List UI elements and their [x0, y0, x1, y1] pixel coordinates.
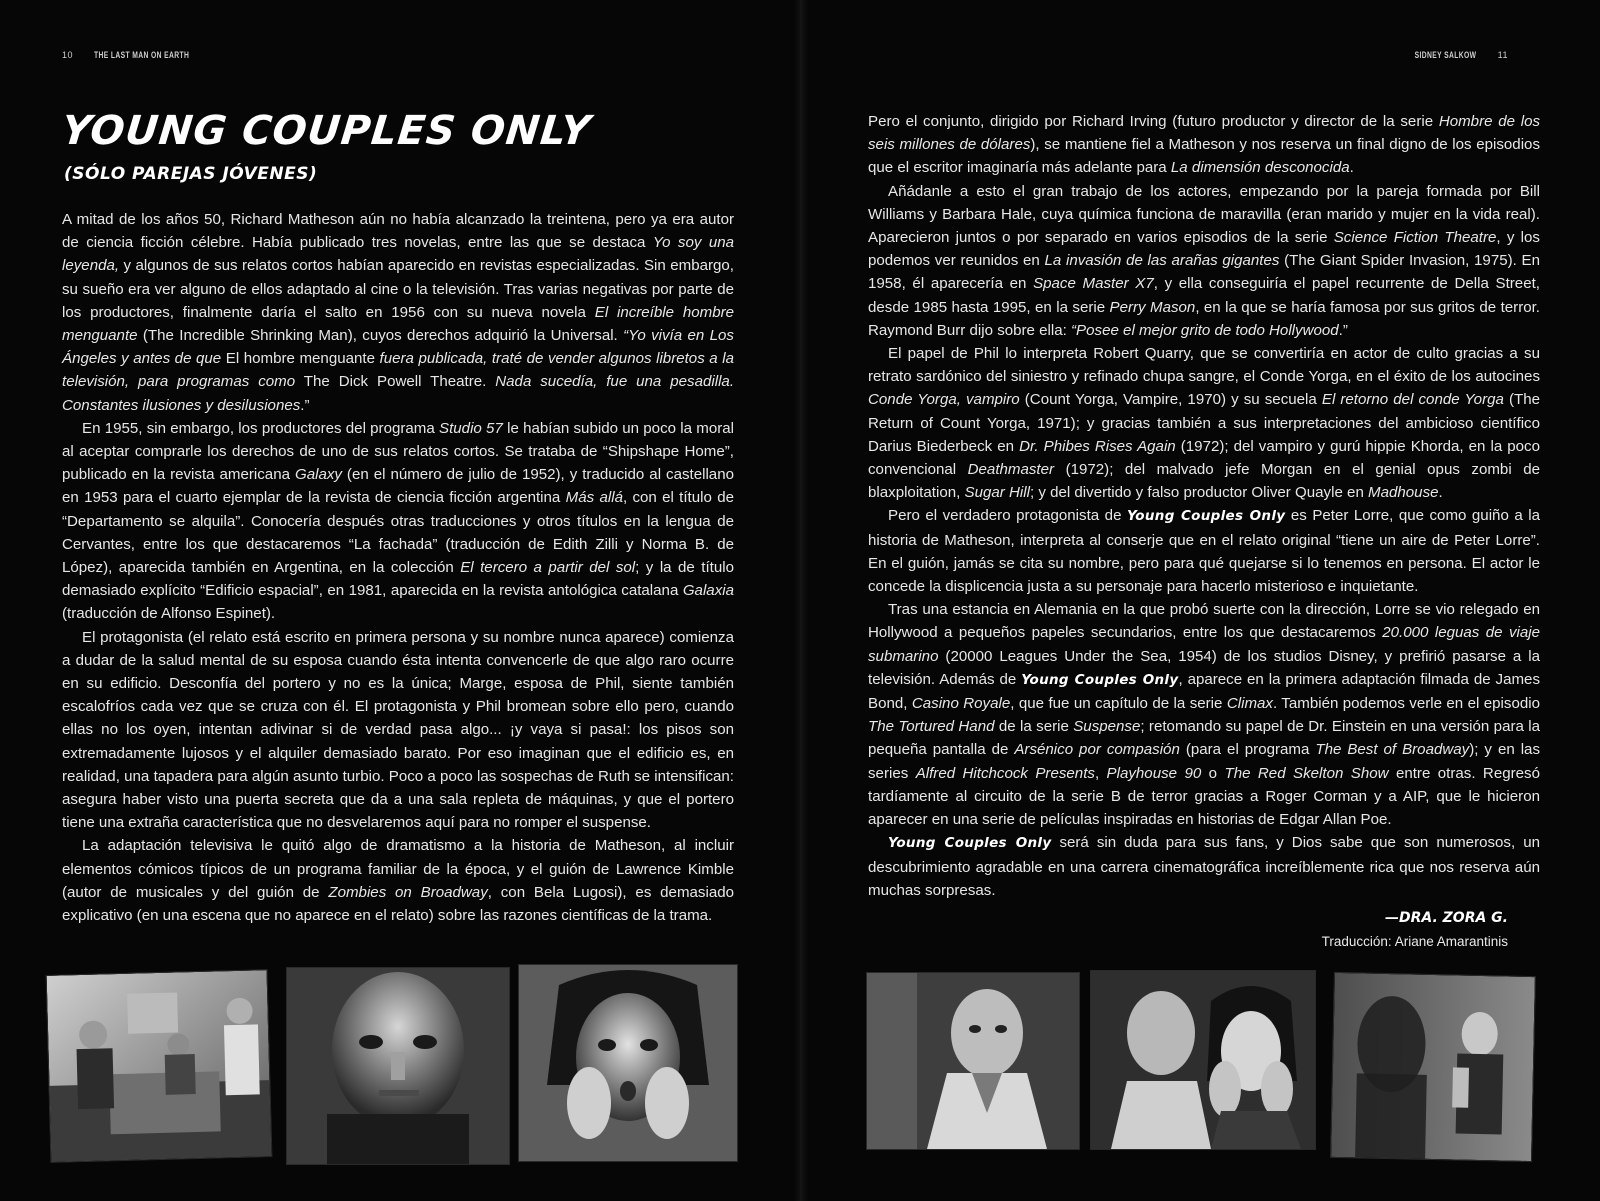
italic-title: Hombre de los seis millones de dólares: [868, 113, 1541, 154]
author-name: —DRA. ZORA G.: [1384, 910, 1508, 926]
text-run: .: [1438, 484, 1443, 502]
italic-title: La dimensión desconocida: [1170, 159, 1350, 177]
italic-title: Dr. Phibes Rises Again: [1019, 437, 1176, 455]
still-peter-lorre-closeup: [286, 967, 510, 1165]
italic-title: The Tortured Hand: [868, 718, 995, 736]
running-head-text: SIDNEY SALKOW: [1414, 50, 1477, 60]
right-running-head: [1394, 50, 1508, 60]
italic-title: El tercero a partir del sol: [460, 559, 636, 577]
text-run: .”: [1338, 321, 1348, 339]
italic-title: fuera publicada, traté de vender algunos libretos a la televisión, para programas como: [62, 350, 734, 391]
italic-title: Space Master X7: [1033, 275, 1154, 293]
italic-title: El retorno del conde Yorga: [1321, 391, 1504, 409]
still-workshop-scene: [46, 969, 273, 1163]
body-paragraph: [868, 504, 1540, 598]
text-run: (20000 Leagues Under the Sea, 1954) de los studios Disney, y prefirió pasarse a la televisión. Además de: [868, 647, 1540, 688]
italic-title: Casino Royale: [911, 695, 1011, 713]
text-run: ; y del divertido y falso productor Oliver Quayle en: [1029, 484, 1369, 502]
text-run: ), se mantiene fiel a Matheson y nos reserva un final digno de los episodios que el escritor imaginaría más adelante para: [868, 136, 1540, 177]
running-head-text: THE LAST MAN ON EARTH: [94, 50, 190, 60]
text-run: (traducción de Alfonso Espinet).: [62, 605, 276, 623]
italic-title: La invasión de las arañas gigantes: [1044, 252, 1280, 270]
italic-title: Más allá: [565, 489, 623, 507]
body-paragraph: [868, 110, 1540, 180]
text-run: (The Giant Spider Invasion, 1975). En 1958, él aparecería en: [868, 252, 1540, 293]
italic-title: El increíble hombre menguante: [62, 303, 735, 345]
body-paragraph: [62, 417, 734, 626]
left-page: [0, 0, 798, 1201]
italic-title: 20.000 leguas de viaje submarino: [868, 624, 1540, 665]
translation-credit: Traducción: Ariane Amarantinis: [1321, 934, 1508, 949]
still-lorre-shadow: [1330, 972, 1536, 1162]
page-number: 11: [1497, 50, 1508, 60]
text-run: ; retomando su papel de Dr. Einstein en una versión para la pequeña pantalla de: [868, 718, 1541, 759]
right-text-column: [868, 110, 1540, 902]
text-run: (1972); del vampiro y gurú hippie Khorda, en la poco convencional: [868, 437, 1540, 479]
italic-title: Galaxy: [294, 466, 342, 484]
text-run: A mitad de los años 50, Richard Matheson aún no había alcanzado la treintena, pero ya era autor de ciencia ficción célebre. Había publicado tres novelas, entre las que se destaca: [62, 211, 734, 252]
italic-title: Studio 57: [439, 419, 503, 437]
italic-title: Conde Yorga, vampiro: [868, 391, 1020, 409]
italic-title: The Best of Broadway: [1315, 741, 1470, 759]
body-paragraph: [868, 180, 1540, 342]
italic-title: Madhouse: [1368, 484, 1439, 502]
italic-title: The Red Skelton Show: [1224, 764, 1389, 782]
text-run: .”: [300, 396, 310, 414]
body-paragraph: [62, 834, 734, 927]
text-run: El hombre menguante: [221, 350, 380, 368]
text-run: (The Return of Count Yorga, 1971); y gracias también a sus interpretaciones del ambicioso científico Darius Biederbeck en: [868, 391, 1541, 455]
italic-title: Deathmaster: [967, 461, 1055, 479]
italic-title: Nada sucedía, fue una pesadilla. Constantes ilusiones y desilusiones: [62, 373, 735, 414]
text-run: La adaptación televisiva le quitó algo de dramatismo a la historia de Matheson, al incluir elementos cómicos típicos de un programa familiar de la época, y el guión de Lawrence Kimble (autor de musicales y del guión de: [62, 837, 734, 901]
italic-title: Arsénico por compasión: [1014, 741, 1180, 759]
text-run: El protagonista (el relato está escrito en primera persona y su nombre nunca aparece) comienza a dudar de la salud mental de su esposa cuando ésta intenta convencerle de que algo raro ocurre en su edificio. Desconfía del portero y no es la única; Marge, esposa de Phil, siente también escalofríos cada vez que se cruza con él. El protagonista y Phil bromean sobre ello pero, cuando ellas no los oyen, intentan adivinar si de verdad pasa algo... ¡y vaya si pasa!: los pisos son extremadamente lujosos y el alquiler demasiado barato. Por eso imaginan que el edificio es, en realidad, una tapadera para algún asunto turbio. Poco a poco las sospechas de Ruth se intensifican: asegura haber visto una puerta secreta que da a una sala repleta de máquinas, y que el portero tiene una extraña característica que no desvelaremos aquí para no romper el suspense.: [62, 628, 734, 832]
text-run: es Peter Lorre, que como guiño a la historia de Matheson, interpreta al conserje que en el relato original “tiene un aire de Peter Lorre”. En el guión, jamás se cita su nombre, pero para qué quejarse si lo tenemos en persona. El actor le concede la displicencia justa a su personaje para hacerlo misterioso e inquietante.: [868, 507, 1540, 596]
text-run: . También podemos verle en el episodio: [1272, 695, 1540, 713]
article-title: YOUNG COUPLES ONLY: [59, 108, 594, 154]
text-run: Tras una estancia en Alemania en la que probó suerte con la dirección, Lorre se vio relegado en Hollywood a pequeños papeles secundarios, entre los que destacaremos: [868, 601, 1540, 642]
text-run: ); y en las series: [868, 741, 1541, 782]
text-run: , con el título de “Departamento se alquila”. Conocería después otras traducciones y otros títulos en la lengua de Cervantes, entre los que destacaremos “La fachada” (traducción de Edith Zilli y Norma B. de López), aparecida también en Argentina, en la colección: [62, 489, 734, 577]
text-run: ; y la de título demasiado explícito “Edificio espacial”, en 1981, aparecida en la revista antológica catalana: [62, 559, 734, 600]
text-run: (The Incredible Shrinking Man), cuyos derechos adquirió la Universal.: [137, 327, 624, 345]
text-run: le habían subido un poco la moral al aceptar comprarle los derechos de uno de sus relatos cortos. Se trataba de “Shipshape Home”, publicado en la revista americana: [62, 419, 734, 484]
text-run: , con Bela Lugosi), es demasiado explicativo (en una escena que no aparece en el relato) sobre las razones científicas de la trama.: [62, 883, 735, 925]
title-logo-inline: Young Couples Only: [1126, 508, 1286, 525]
italic-title: Perry Mason: [1109, 298, 1196, 316]
italic-title: Climax: [1226, 695, 1273, 713]
still-man-in-robe: [866, 972, 1080, 1150]
italic-title: Alfred Hitchcock Presents: [915, 764, 1095, 782]
text-run: Pero el verdadero protagonista de: [888, 507, 1127, 525]
text-run: o: [1201, 764, 1225, 782]
right-page: [802, 0, 1600, 1201]
text-run: (para el programa: [1179, 741, 1316, 759]
title-logo-inline: Young Couples Only: [1021, 671, 1179, 688]
text-run: (en el número de julio de 1952), y traducido al castellano en 1953 para el cuarto ejemplar de la revista de ciencia ficción argentina: [62, 466, 734, 507]
text-run: Añádanle a esto el gran trabajo de los actores, empezando por la pareja formada por Bill Williams y Barbara Hale, cuya química funciona de maravilla (eran marido y mujer en la vida real). Aparecieron juntos o por separado en varios episodios de la serie: [868, 182, 1540, 247]
still-woman-shocked: [518, 964, 738, 1162]
italic-title: Galaxia: [682, 582, 734, 600]
body-paragraph: [62, 208, 734, 417]
italic-title: Zombies on Broadway: [328, 883, 488, 901]
italic-title: “Posee el mejor grito de todo Hollywood: [1071, 321, 1339, 339]
text-run: , en la que se haría famosa por sus gritos de terror. Raymond Burr dijo sobre ella:: [868, 298, 1540, 339]
text-run: entre otras. Regresó tardíamente al circuito de la serie B de terror gracias a Roger Corman y a AIP, que le hicieron aparecer en una serie de películas inspiradas en historias de Edgar Allan Poe.: [868, 764, 1540, 829]
text-run: En 1955, sin embargo, los productores del programa: [82, 419, 440, 437]
text-run: , que fue un capítulo de la serie: [1010, 695, 1227, 713]
text-run: , y ella conseguiría el papel recurrente de Della Street, desde 1985 hasta 1995, en la serie: [868, 275, 1540, 316]
article-subtitle: (SÓLO PAREJAS JÓVENES): [64, 164, 318, 184]
text-run: y algunos de sus relatos cortos habían aparecido en revistas especializadas. Sin embargo, su sueño era ver alguno de ellos adaptado al cine o la televisión. Tras varias negativas por parte de los productores, finalmente daría el salto en 1956 con su nueva novela: [62, 257, 734, 321]
italic-title: Suspense: [1073, 718, 1141, 736]
text-run: El papel de Phil lo interpreta Robert Quarry, que se convertiría en actor de culto gracias a su retrato sardónico del siniestro y refinado chupa sangre, el Conde Yorga, en el éxito de los autocines: [868, 345, 1540, 386]
text-run: de la serie: [994, 718, 1074, 736]
italic-title: Playhouse 90: [1106, 764, 1202, 782]
left-text-column: [62, 208, 734, 927]
text-run: , y los podemos ver reunidos en: [868, 229, 1540, 270]
italic-title: Sugar Hill: [964, 484, 1030, 502]
body-paragraph: [868, 598, 1540, 831]
text-run: , aparece en la primera adaptación filmada de James Bond,: [868, 670, 1540, 713]
left-running-head: [62, 50, 221, 60]
body-paragraph: [62, 626, 734, 835]
italic-title: Yo soy una leyenda,: [62, 234, 735, 275]
text-run: será sin duda para sus fans, y Dios sabe que son numerosos, un descubrimiento agradable en una carrera cinematográfica increíblemente rica que nos reserva aún muchas sorpresas.: [868, 834, 1540, 899]
text-run: (Count Yorga, Vampire, 1970) y su secuela: [1019, 391, 1322, 409]
still-couple-shocked: [1090, 970, 1316, 1150]
page-number: 10: [62, 50, 74, 60]
text-run: ,: [1094, 764, 1107, 782]
text-run: The Dick Powell Theatre.: [295, 373, 496, 391]
text-run: .: [1349, 159, 1354, 177]
italic-title: Science Fiction Theatre: [1333, 229, 1497, 247]
italic-title: “Yo vivía en Los Ángeles y antes de que: [62, 327, 734, 368]
title-logo-inline: Young Couples Only: [888, 835, 1052, 852]
text-run: Pero el conjunto, dirigido por Richard Irving (futuro productor y director de la serie: [868, 113, 1439, 130]
body-paragraph: [868, 831, 1540, 902]
text-run: (1972); del malvado jefe Morgan en el genial opus zombi de blaxploitation,: [868, 461, 1540, 502]
body-paragraph: [868, 342, 1540, 504]
signature-block: [1322, 907, 1508, 953]
